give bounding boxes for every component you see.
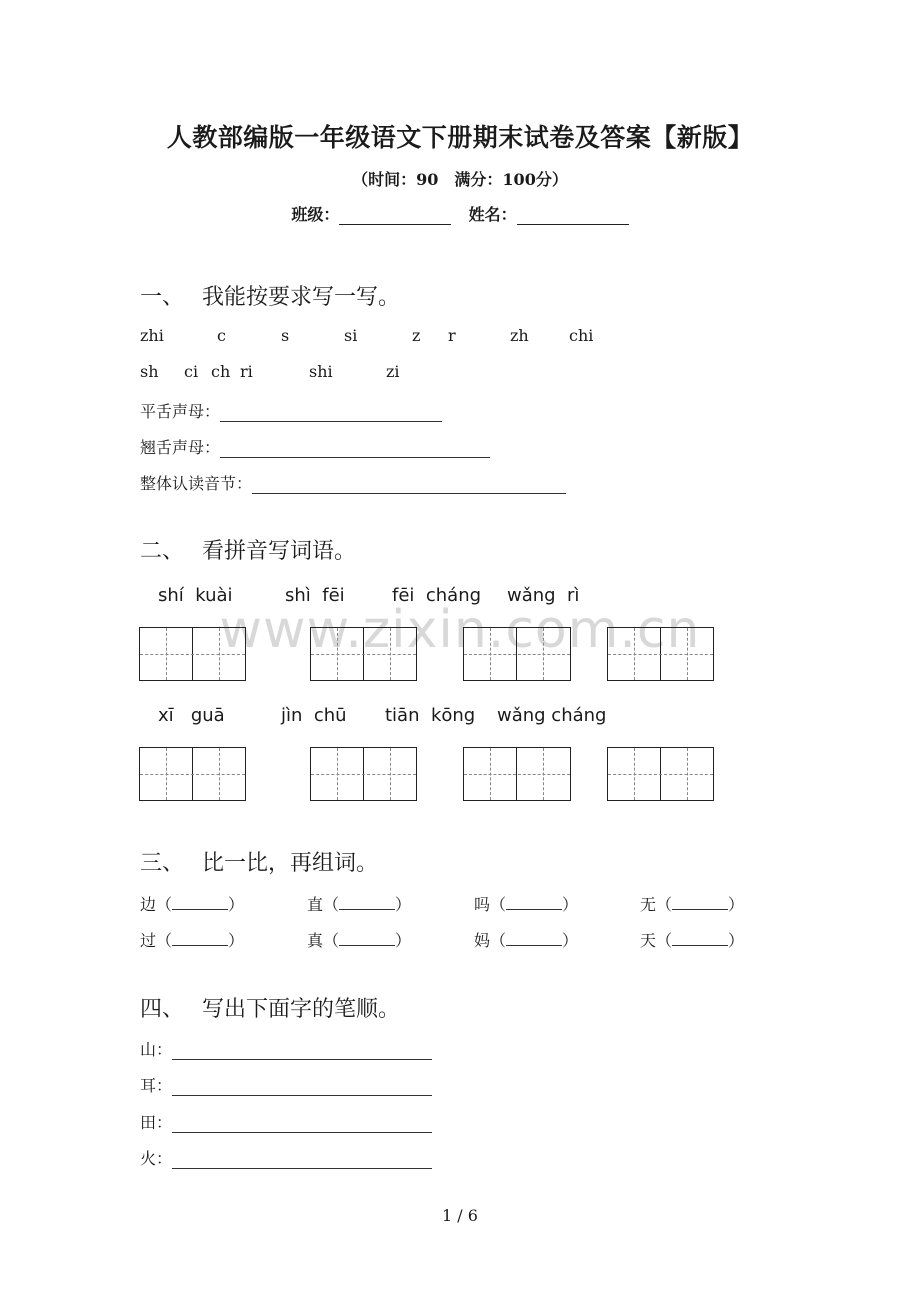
page-title: 人教部编版一年级语文下册期末试卷及答案【新版】 <box>166 123 754 152</box>
tianzi-grid[interactable] <box>463 747 571 801</box>
section3-text: 比一比，再组词。 <box>202 851 379 876</box>
pinyin-item: chi <box>569 326 594 345</box>
stroke-blank[interactable] <box>172 1077 432 1096</box>
compare-char: 真 <box>307 931 324 950</box>
pinyin-item: c <box>217 326 226 345</box>
paren-close: ） <box>728 895 745 914</box>
compare-item <box>140 928 244 951</box>
compare-char: 妈 <box>474 931 491 950</box>
stroke-char-label: 火： <box>140 1149 173 1168</box>
stroke-char-label: 耳： <box>140 1076 173 1095</box>
tianzi-grid[interactable] <box>139 627 246 681</box>
answer-line-syllable <box>140 471 566 494</box>
exam-info: （时间：90 满分：100分） <box>352 170 568 189</box>
paren-close: ） <box>228 895 245 914</box>
pinyin-word: xī guā <box>158 705 225 726</box>
word-blank[interactable] <box>506 931 562 946</box>
section1-number: 一、 <box>140 285 185 310</box>
word-blank[interactable] <box>339 931 395 946</box>
stroke-line <box>140 1110 432 1133</box>
compare-char: 过 <box>140 931 157 950</box>
pinyin-item: ri <box>240 362 253 381</box>
word-blank[interactable] <box>672 931 728 946</box>
tianzi-grid[interactable] <box>463 627 571 681</box>
pinyin-word: shí kuài <box>158 585 233 606</box>
paren-close: ） <box>228 931 245 950</box>
word-blank[interactable] <box>172 931 228 946</box>
pinyin-word-row2 <box>0 705 920 727</box>
compare-item <box>307 928 411 951</box>
word-blank[interactable] <box>339 895 395 910</box>
stroke-line <box>140 1146 432 1169</box>
pinyin-item: sh <box>140 362 159 381</box>
section1-text: 我能按要求写一写。 <box>202 285 401 310</box>
compare-item <box>474 928 578 951</box>
stroke-blank[interactable] <box>172 1150 432 1169</box>
paren-open: （ <box>156 931 173 950</box>
compare-char: 吗 <box>474 895 491 914</box>
paren-close: ） <box>562 895 579 914</box>
pinyin-item: zhi <box>140 326 164 345</box>
section2-text: 看拼音写词语。 <box>202 539 357 564</box>
section3-number: 三、 <box>140 851 185 876</box>
stroke-char-label: 山： <box>140 1040 173 1059</box>
compare-char: 天 <box>640 931 657 950</box>
compare-item <box>307 892 411 915</box>
pinyin-word: wǎng rì <box>507 585 580 606</box>
class-name-line <box>0 202 920 225</box>
paren-open: （ <box>656 931 673 950</box>
pinyin-item: ch <box>211 362 231 381</box>
tianzi-grid[interactable] <box>310 627 417 681</box>
paren-close: ） <box>395 931 412 950</box>
pinyin-item: si <box>344 326 358 345</box>
compare-item <box>640 928 744 951</box>
name-label: 姓名： <box>468 205 517 224</box>
name-blank[interactable] <box>517 206 629 225</box>
paren-open: （ <box>156 895 173 914</box>
section2-number: 二、 <box>140 539 185 564</box>
tianzi-grid[interactable] <box>139 747 246 801</box>
section4-text: 写出下面字的笔顺。 <box>202 997 401 1022</box>
stroke-blank[interactable] <box>172 1041 432 1060</box>
paren-open: （ <box>490 895 507 914</box>
section2-title <box>140 534 356 565</box>
line-label: 整体认读音节： <box>140 474 253 493</box>
paren-open: （ <box>656 895 673 914</box>
stroke-blank[interactable] <box>172 1114 432 1133</box>
word-blank[interactable] <box>506 895 562 910</box>
pinyin-item: z <box>412 326 421 345</box>
pinyin-word: wǎng cháng <box>497 705 607 726</box>
pinyin-word: fēi cháng <box>392 585 482 606</box>
answer-line-flat <box>140 399 442 422</box>
answer-line-retroflex <box>140 435 490 458</box>
section4-number: 四、 <box>140 997 185 1022</box>
stroke-line <box>140 1073 432 1096</box>
line-label: 平舌声母： <box>140 402 221 421</box>
compare-row1 <box>0 892 920 912</box>
page-number: 1 / 6 <box>442 1206 478 1225</box>
compare-item <box>640 892 744 915</box>
class-blank[interactable] <box>339 206 451 225</box>
section3-title <box>140 846 378 877</box>
pinyin-word-row1 <box>0 585 920 607</box>
paren-close: ） <box>395 895 412 914</box>
stroke-char-label: 田： <box>140 1113 173 1132</box>
paren-close: ） <box>728 931 745 950</box>
answer-blank[interactable] <box>220 439 490 458</box>
pinyin-word: shì fēi <box>285 585 345 606</box>
compare-char: 无 <box>640 895 657 914</box>
pinyin-item: zh <box>510 326 529 345</box>
paren-open: （ <box>323 895 340 914</box>
pinyin-item: r <box>448 326 456 345</box>
stroke-line <box>140 1037 432 1060</box>
compare-item <box>140 892 244 915</box>
tianzi-grid[interactable] <box>607 747 714 801</box>
answer-blank[interactable] <box>252 475 566 494</box>
compare-char: 直 <box>307 895 324 914</box>
pinyin-row1 <box>0 326 920 346</box>
word-blank[interactable] <box>672 895 728 910</box>
pinyin-item: shi <box>309 362 333 381</box>
paren-open: （ <box>490 931 507 950</box>
section4-title <box>140 992 400 1023</box>
pinyin-item: zi <box>386 362 400 381</box>
pinyin-row2 <box>0 362 920 382</box>
pinyin-word: jìn chū <box>281 705 347 726</box>
compare-char: 边 <box>140 895 157 914</box>
tianzi-grid[interactable] <box>310 747 417 801</box>
line-label: 翘舌声母： <box>140 438 221 457</box>
word-blank[interactable] <box>172 895 228 910</box>
pinyin-item: s <box>281 326 290 345</box>
class-label: 班级： <box>291 205 340 224</box>
compare-item <box>474 892 578 915</box>
answer-blank[interactable] <box>220 403 442 422</box>
paren-open: （ <box>323 931 340 950</box>
pinyin-item: ci <box>184 362 199 381</box>
section1-title <box>140 280 400 311</box>
tianzi-grid[interactable] <box>607 627 714 681</box>
compare-row2 <box>0 928 920 948</box>
watermark: www.zixin.com.cn <box>219 600 701 660</box>
paren-close: ） <box>562 931 579 950</box>
pinyin-word: tiān kōng <box>385 705 476 726</box>
